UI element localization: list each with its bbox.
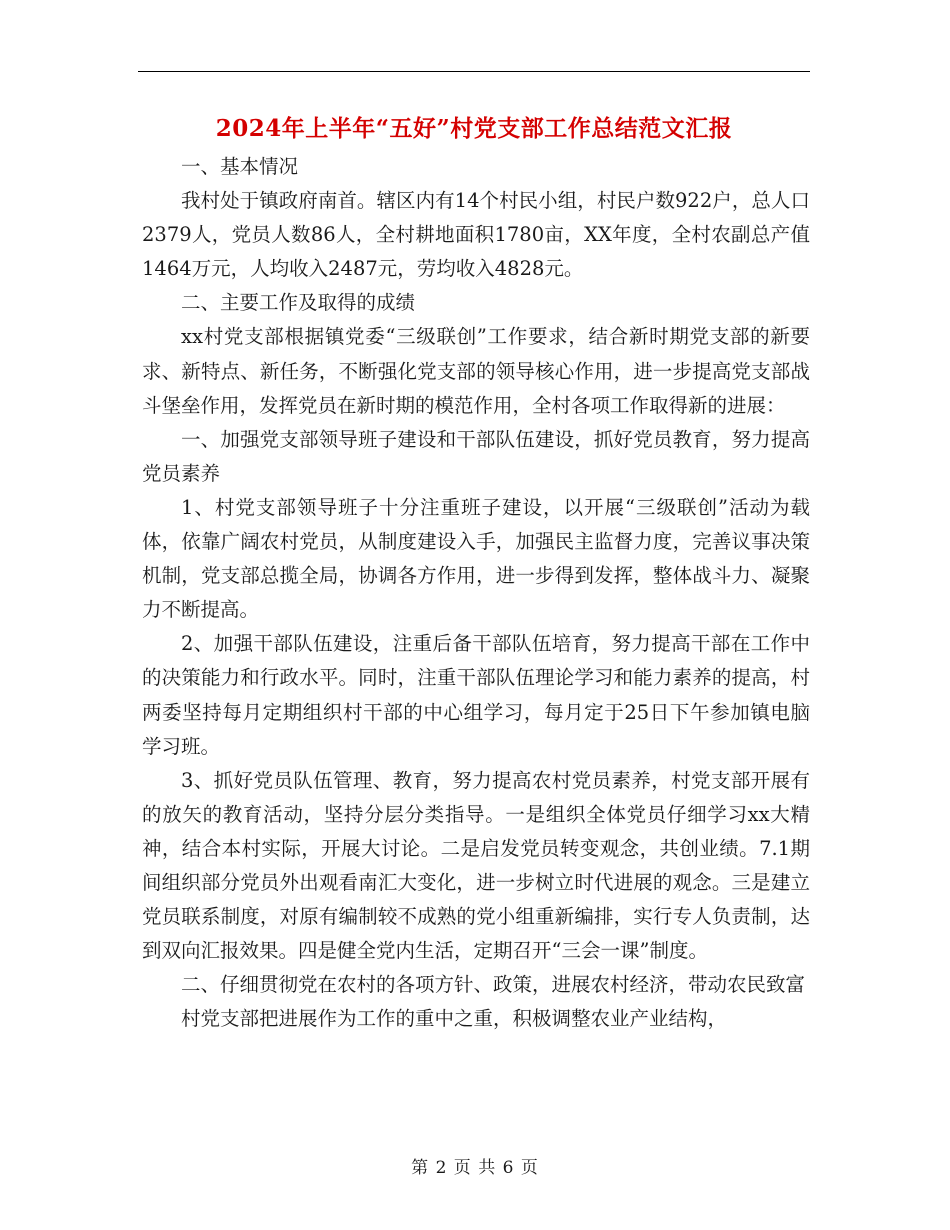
paragraph: 二、主要工作及取得的成绩 [181,291,416,315]
paragraph: 一、加强党支部领导班子建设和干部队伍建设，抓好党员教育，努力提高党员素养 [142,427,810,485]
paragraph: 村党支部把进展作为工作的重中之重，积极调整农业产业结构， [181,1007,728,1031]
header-rule [138,71,810,72]
document-title: 2024年上半年“五好”村党支部工作总结范文汇报 [215,115,733,142]
paragraph: 1、村党支部领导班子十分注重班子建设，以开展“三级联创”活动为载体，依靠广阔农村党员，从制度建设入手，加强民主监督力度，完善议事决策机制，党支部总揽全局，协调各方作用，进一步得到发挥，整体战斗力、凝聚力不断提高。 [142,495,810,622]
paragraph: 一、基本情况 [181,155,299,178]
paragraph: xx村党支部根据镇党委“三级联创”工作要求，结合新时期党支部的新要求、新特点、新任务，不断强化党支部的领导核心作用，进一步提高党支部战斗堡垒作用，发挥党员在新时期的模范作用，全村各项工作取得新的进展： [142,325,810,417]
paragraph: 我村处于镇政府南首。辖区内有14个村民小组，村民户数922户，总人口2379人，党员人数86人，全村耕地面积1780亩，XX年度，全村农副总产值1464万元，人均收入2487元，劳均收入4828元。 [142,189,810,281]
document-body [142,150,810,1036]
page-number: 第 2 页 共 6 页 [411,1158,539,1178]
paragraph: 二、仔细贯彻党在农村的各项方针、政策，进展农村经济，带动农民致富 [181,973,806,997]
paragraph: 3、抓好党员队伍管理、教育，努力提高农村党员素养，村党支部开展有的放矢的教育活动，坚持分层分类指导。一是组织全体党员仔细学习xx大精神，结合本村实际，开展大讨论。二是启发党员转变观念，共创业绩。7.1期间组织部分党员外出观看南汇大变化，进一步树立时代进展的观念。三是建立党员联系制度，对原有编制较不成熟的党小组重新编排，实行专人负责制，达到双向汇报效果。四是健全党内生活，定期召开“三会一课”制度。 [142,768,810,963]
paragraph: 2、加强干部队伍建设，注重后备干部队伍培育，努力提高干部在工作中的决策能力和行政水平。同时，注重干部队伍理论学习和能力素养的提高，村两委坚持每月定期组织村干部的中心组学习，每月定于25日下午参加镇电脑学习班。 [142,632,810,758]
